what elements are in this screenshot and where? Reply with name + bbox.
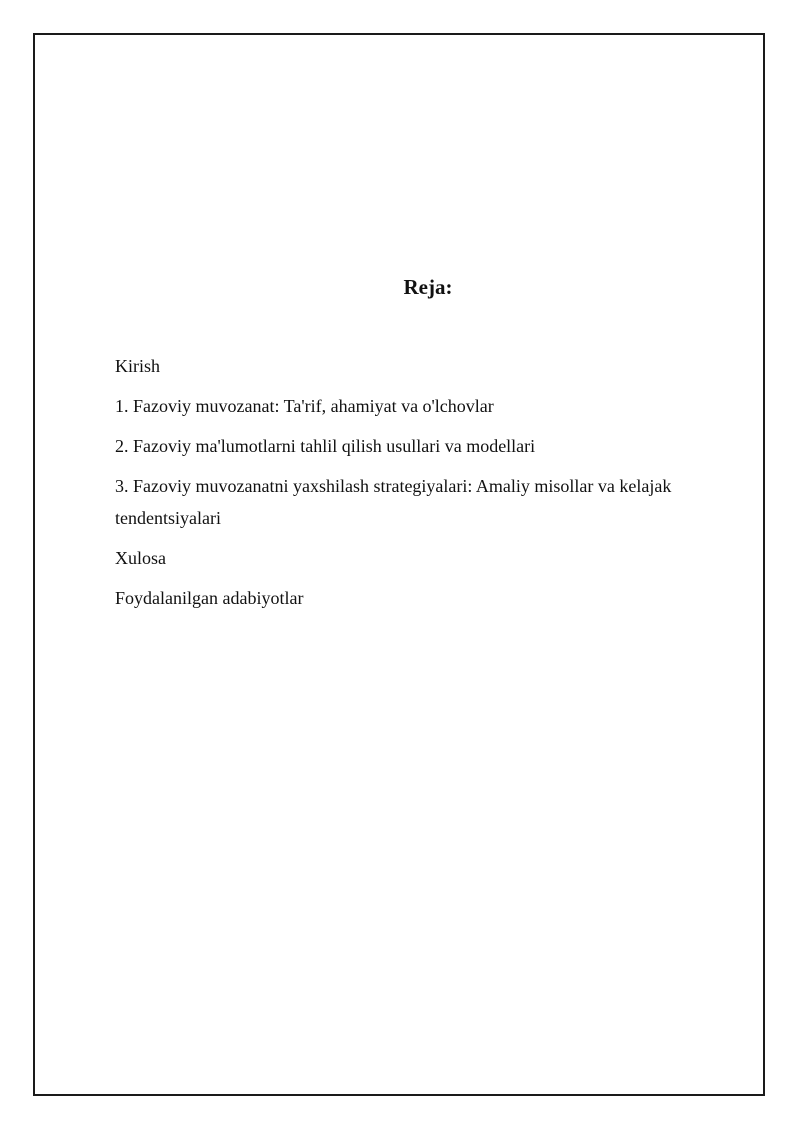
plan-list (115, 350, 715, 622)
plan-item-2: 2. Fazoviy ma'lumotlarni tahlil qilish usullari va modellari (115, 436, 536, 456)
plan-item-references: Foydalanilgan adabiyotlar (115, 588, 304, 608)
plan-item-1: 1. Fazoviy muvozanat: Ta'rif, ahamiyat va o'lchovlar (115, 396, 494, 416)
plan-item-conclusion: Xulosa (115, 548, 166, 568)
plan-title: Reja: (403, 275, 453, 299)
plan-item-introduction: Kirish (115, 356, 160, 376)
plan-item-3: 3. Fazoviy muvozanatni yaxshilash strategiyalari: Amaliy misollar va kelajak tendentsiyalari (115, 476, 672, 528)
